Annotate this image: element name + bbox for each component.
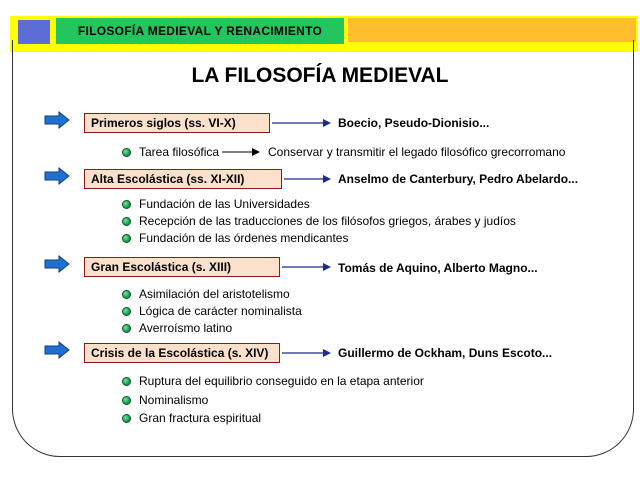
bullet-icon <box>122 217 131 226</box>
authors-crisis-escolastica: Guillermo de Ockham, Duns Escoto... <box>338 346 553 360</box>
list-item-text: Gran fractura espiritual <box>139 411 262 425</box>
right-arrow-icon <box>44 111 70 129</box>
bullet-icon <box>122 148 131 157</box>
period-box-primeros-siglos: Primeros siglos (ss. VI-X) <box>84 113 270 133</box>
period-box-gran-escolastica: Gran Escolástica (s. XIII) <box>84 257 280 277</box>
right-arrow-icon <box>44 255 70 273</box>
right-arrow-icon <box>44 167 70 185</box>
connector-arrow-icon <box>272 117 332 129</box>
list-item-text: Fundación de las Universidades <box>139 197 310 211</box>
authors-primeros-siglos: Boecio, Pseudo-Dionisio... <box>338 116 490 130</box>
header-orange-bar <box>348 18 636 42</box>
list-item-text: Fundación de las órdenes mendicantes <box>139 231 349 245</box>
bullet-icon <box>122 200 131 209</box>
connector-arrow-icon <box>282 261 332 273</box>
task-row <box>122 145 219 159</box>
task-connector-arrow-icon <box>222 146 262 158</box>
authors-alta-escolastica: Anselmo de Canterbury, Pedro Abelardo... <box>338 172 579 186</box>
period-box-crisis-escolastica: Crisis de la Escolástica (s. XIV) <box>84 343 280 363</box>
header-title: FILOSOFÍA MEDIEVAL Y RENACIMIENTO <box>56 18 344 44</box>
list-item-text: Asimilación del aristotelismo <box>139 287 290 301</box>
list-item <box>122 287 290 301</box>
list-item-text: Averroísmo latino <box>139 321 233 335</box>
bullet-icon <box>122 290 131 299</box>
list-item <box>122 374 424 388</box>
list-item-text: Recepción de las traducciones de los filósofos griegos, árabes y judíos <box>139 214 516 228</box>
bullet-icon <box>122 396 131 405</box>
list-item <box>122 411 261 425</box>
list-item-text: Ruptura del equilibrio conseguido en la etapa anterior <box>139 374 424 388</box>
bullet-icon <box>122 234 131 243</box>
period-box-alta-escolastica: Alta Escolástica (ss. XI-XII) <box>84 169 282 189</box>
content-frame <box>12 40 634 457</box>
page-title: LA FILOSOFÍA MEDIEVAL <box>191 64 449 87</box>
list-item <box>122 393 208 407</box>
bullet-icon <box>122 414 131 423</box>
connector-arrow-icon <box>284 173 332 185</box>
task-label: Tarea filosófica <box>139 145 220 159</box>
bullet-icon <box>122 377 131 386</box>
list-item-text: Nominalismo <box>139 393 209 407</box>
authors-gran-escolastica: Tomás de Aquino, Alberto Magno... <box>338 261 538 275</box>
right-arrow-icon <box>44 341 70 359</box>
connector-arrow-icon <box>282 347 332 359</box>
list-item <box>122 231 348 245</box>
list-item <box>122 304 302 318</box>
bullet-icon <box>122 307 131 316</box>
bullet-icon <box>122 324 131 333</box>
list-item-text: Lógica de carácter nominalista <box>139 304 302 318</box>
list-item <box>122 214 516 228</box>
list-item <box>122 321 232 335</box>
task-description: Conservar y transmitir el legado filosófico grecorromano <box>268 145 566 159</box>
list-item <box>122 197 310 211</box>
